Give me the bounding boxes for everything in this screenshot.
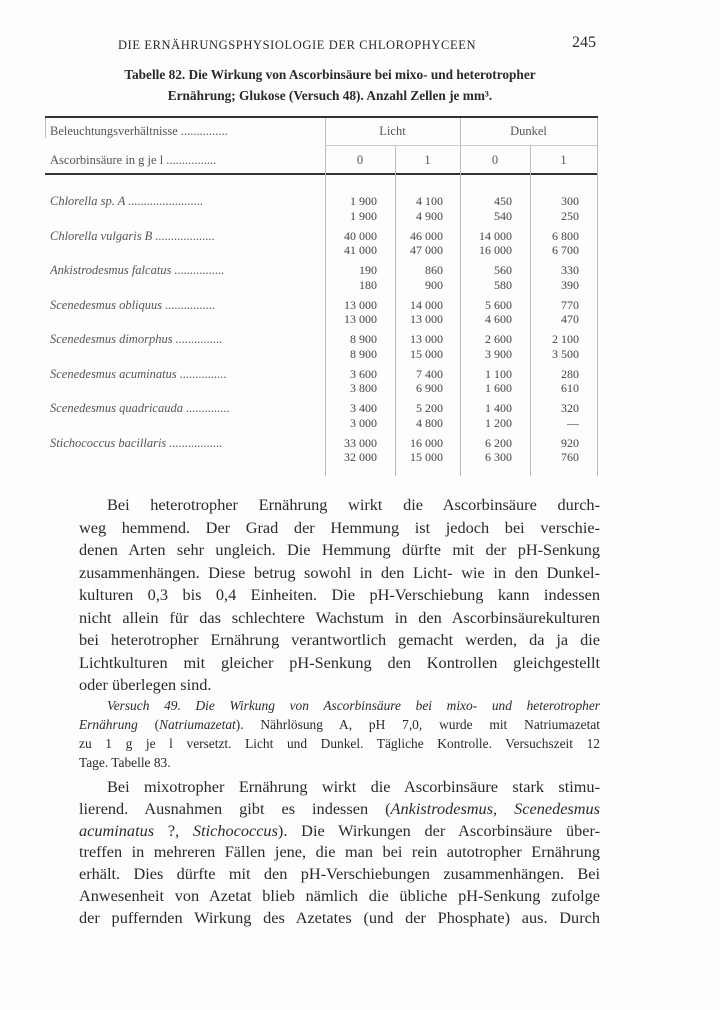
cell-value: 3 900 [485, 346, 512, 361]
species-name: Chlorella vulgaris B ................... [50, 228, 215, 243]
cell-value: 6 900 [416, 381, 443, 395]
cell-value: 4 600 [485, 312, 512, 326]
cell-value: 6 700 [552, 243, 579, 257]
cell-value: 1 900 [350, 194, 377, 208]
table-caption-line-1: Tabelle 82. Die Wirkung von Ascorbinsäure bei mixo- und heterotropher [124, 67, 536, 82]
cell-value: 41 000 [344, 243, 377, 257]
cell-value: 8 900 [350, 332, 377, 346]
cell-value: 3 600 [350, 366, 377, 381]
cell-value: 1 400 [485, 401, 512, 415]
cell-value: 300 [561, 194, 579, 208]
text-line [79, 753, 600, 772]
cell-value: 6 300 [485, 450, 512, 464]
paragraph-heterotrophic [79, 494, 600, 697]
table-left-edge [45, 118, 46, 138]
table-caption-line-2: Ernährung; Glukose (Versuch 48). Anzahl Zellen je mm³. [167, 88, 493, 103]
cell-value: 16 000 [479, 243, 512, 257]
group-header-licht: Licht [379, 124, 406, 138]
species-name: Chlorella sp. A ........................ [50, 194, 204, 208]
text-line [79, 863, 600, 885]
column-divider [460, 118, 461, 476]
row-label-lighting: Beleuchtungsverhältnisse ............... [50, 124, 228, 138]
text-line [79, 607, 600, 630]
cell-value: 250 [561, 208, 579, 223]
text-line [79, 776, 600, 798]
cell-value: 390 [561, 277, 579, 292]
text-segment: ?, [154, 820, 193, 840]
text-segment: oder überlegen sind. [79, 675, 212, 694]
cell-value: 14 000 [479, 228, 512, 243]
cell-value: 2 100 [552, 332, 579, 346]
text-segment: Tage. Tabelle 83. [79, 755, 171, 770]
species-name: Stichococcus bacillaris ................. [50, 435, 223, 450]
text-segment: kulturen 0,3 bis 0,4 Einheiten. Die pH-Verschiebung kann indessen [79, 585, 600, 604]
cell-value: 860 [425, 263, 443, 277]
text-line [79, 734, 600, 753]
species-name: Scenedesmus dimorphus ............... [50, 332, 223, 346]
text-line [79, 584, 600, 607]
text-segment: bei heterotropher Ernährung verantwortlich gemacht werden, da ja die [79, 630, 600, 649]
text-segment: Anwesenheit von Azetat blieb nämlich die übliche pH-Senkung zufolge [79, 885, 600, 905]
cell-value: 46 000 [410, 228, 443, 243]
species-name: Scenedesmus acuminatus ............... [50, 366, 227, 381]
cell-value: 1 100 [485, 366, 512, 381]
text-line [79, 652, 600, 675]
cell-value: 760 [561, 450, 579, 464]
page-number: 245 [572, 34, 596, 51]
text-segment: Ankistrodesmus, Scenedesmus [390, 798, 601, 818]
cell-value: 900 [425, 277, 443, 292]
cell-value: 13 000 [344, 297, 377, 312]
cell-value: 13 000 [410, 312, 443, 326]
cell-value: 3 400 [350, 401, 377, 415]
cell-value: 14 000 [410, 297, 443, 312]
cell-value: 3 800 [350, 381, 377, 395]
cell-value: — [567, 415, 579, 430]
text-segment: Stichococcus [192, 820, 278, 840]
cell-value: 40 000 [344, 228, 377, 243]
cell-value: 8 900 [350, 346, 377, 361]
cell-value: 3 000 [350, 415, 377, 430]
cell-value: 190 [359, 263, 377, 277]
cell-value: 16 000 [410, 435, 443, 450]
text-segment: Versuch 49. Die Wirkung von Ascorbinsäure bei mixo- und heterotropher [107, 698, 600, 713]
cell-value: 770 [561, 297, 579, 312]
species-name: Ankistrodesmus falcatus ................ [50, 263, 225, 277]
conc-header: 1 [560, 153, 567, 167]
text-line [79, 907, 600, 929]
conc-header: 0 [356, 153, 364, 167]
conc-header: 1 [424, 153, 431, 167]
group-header-dunkel: Dunkel [510, 124, 547, 138]
text-line [79, 562, 600, 585]
paragraph-versuch-49 [79, 696, 600, 772]
text-line [79, 798, 600, 820]
running-head: DIE ERNÄHRUNGSPHYSIOLOGIE DER CHLOROPHYCEEN [118, 38, 477, 52]
cell-value: 3 500 [552, 346, 579, 361]
text-segment: nicht allein für das schlechtere Wachstum in den Ascorbinsäurekulturen [79, 607, 600, 627]
text-line [79, 629, 600, 652]
text-segment: zusammenhängen. Diese betrug sowohl in den Licht- wie in den Dunkel- [79, 562, 600, 582]
text-segment: Bei mixotropher Ernährung wirkt die Ascorbinsäure stark stimu- [107, 777, 600, 796]
column-divider [530, 146, 531, 476]
column-divider [325, 118, 326, 476]
cell-value: 32 000 [344, 450, 377, 464]
cell-value: 450 [494, 194, 512, 208]
cell-value: 13 000 [410, 332, 443, 346]
cell-value: 540 [494, 208, 512, 223]
text-segment: ). Nährlösung A, pH 7,0, wurde mit Natriumazetat [235, 717, 600, 732]
table-top-rule [45, 116, 598, 118]
text-segment: denen Arten sehr ungleich. Die Hemmung dürfte mit der pH-Senkung [79, 540, 600, 559]
cell-value: 280 [561, 366, 579, 381]
text-line [79, 841, 600, 863]
text-segment: ( [137, 717, 160, 732]
text-segment: acuminatus [79, 820, 155, 840]
text-line [79, 539, 600, 562]
cell-value: 610 [561, 381, 579, 395]
text-line [79, 820, 600, 842]
data-table [45, 116, 598, 476]
text-segment: lierend. Ausnahmen gibt es indessen ( [79, 798, 391, 818]
text-segment: weg hemmend. Der Grad der Hemmung ist jedoch bei verschie- [79, 517, 600, 537]
text-segment: Natriumazetat [159, 717, 236, 732]
text-segment: ). Die Wirkungen der Ascorbinsäure über- [277, 820, 601, 840]
text-line [79, 517, 600, 540]
cell-value: 4 800 [416, 415, 443, 430]
cell-value: 5 200 [416, 401, 443, 415]
text-line [79, 715, 600, 734]
text-segment: treffen in mehreren Fällen jene, die man bei rein autotropher Ernährung [79, 842, 600, 862]
conc-header: 0 [491, 153, 499, 167]
paragraph-mixotrophic [79, 776, 600, 929]
cell-value: 4 900 [416, 208, 443, 223]
cell-value: 13 000 [344, 312, 377, 326]
cell-value: 6 200 [485, 435, 512, 450]
cell-value: 15 000 [410, 450, 443, 464]
table-right-edge [597, 118, 598, 476]
text-line [79, 674, 600, 697]
cell-value: 1 600 [485, 381, 512, 395]
species-name: Scenedesmus quadricauda .............. [50, 401, 230, 415]
text-segment: zu 1 g je l versetzt. Licht und Dunkel. Tägliche Kontrolle. Versuchszeit 12 [79, 736, 600, 751]
cell-value: 320 [561, 401, 579, 415]
text-segment: erhält. Dies dürfte mit den pH-Verschiebungen zusammenhängen. Bei [79, 864, 600, 884]
row-label-ascorbic-acid: Ascorbinsäure in g je l ................ [50, 153, 217, 167]
cell-value: 7 400 [416, 366, 443, 381]
cell-value: 1 900 [350, 208, 377, 223]
text-line [79, 494, 600, 517]
cell-value: 330 [561, 263, 579, 277]
cell-value: 470 [561, 312, 579, 326]
column-divider [395, 146, 396, 476]
cell-value: 560 [494, 263, 512, 277]
cell-value: 2 600 [485, 332, 512, 346]
cell-value: 920 [561, 435, 579, 450]
text-segment: Lichtkulturen mit gleicher pH-Senkung den Kontrollen gleichgestellt [79, 652, 600, 672]
text-segment: Ernährung [79, 717, 138, 732]
cell-value: 6 800 [552, 228, 579, 243]
cell-value: 580 [494, 277, 512, 292]
text-segment: der puffernden Wirkung des Azetates (und der Phosphate) aus. Durch [79, 907, 600, 927]
cell-value: 5 600 [485, 297, 512, 312]
cell-value: 1 200 [485, 415, 512, 430]
table-header-rule [45, 173, 598, 175]
group-divider [325, 145, 597, 146]
text-segment: Bei heterotropher Ernährung wirkt die Ascorbinsäure durch- [107, 495, 600, 514]
text-line [79, 885, 600, 907]
cell-value: 4 100 [416, 194, 443, 208]
cell-value: 33 000 [344, 435, 377, 450]
cell-value: 15 000 [410, 346, 443, 361]
cell-value: 47 000 [410, 243, 443, 257]
species-name: Scenedesmus obliquus ................ [50, 297, 216, 312]
cell-value: 180 [359, 277, 377, 292]
text-line [79, 696, 600, 715]
